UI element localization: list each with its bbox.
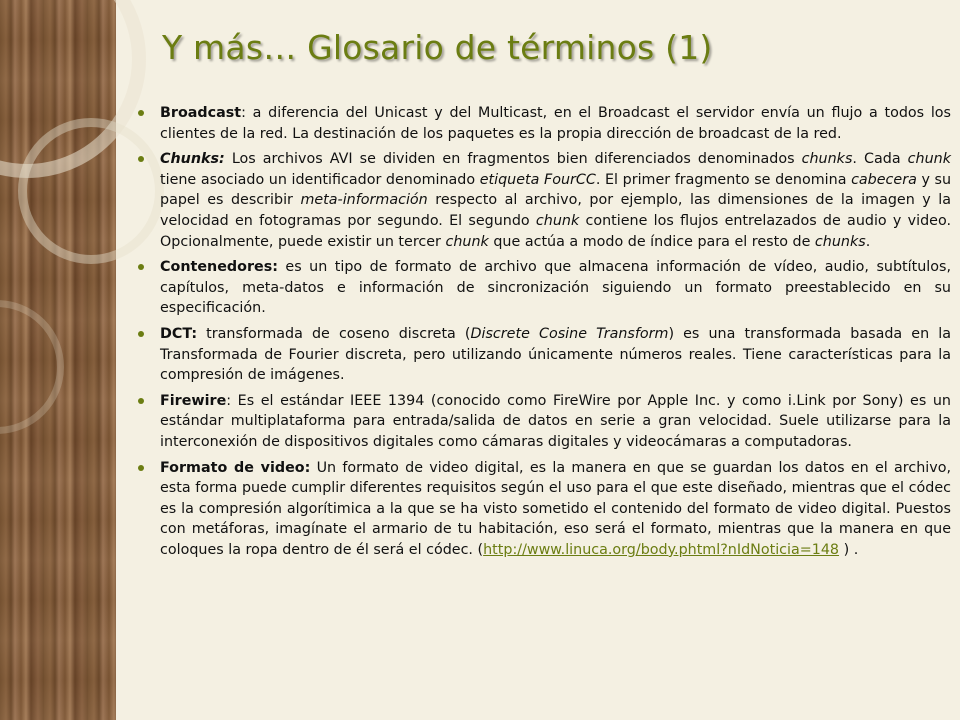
bullet-icon xyxy=(138,264,144,270)
definition-text: ) . xyxy=(839,541,859,558)
term-label: Contenedores: xyxy=(160,259,278,276)
definition-text: Un formato de video digital, es la manera en que se guardan los datos en el archivo, esta forma puede cumplir diferentes requisitos según el uso para el que este diseñado, mientras que el códec es la compresión algorítimica a la que se ha visto sometido el contenido del formato de video digital. Puestos con metáforas, imagínate el armario de tu habitación, eso será el formato, mientras que la manera en que coloques la ropa dentro de él será el códec. ( xyxy=(160,459,951,558)
decorative-ring xyxy=(0,300,64,434)
glossary-item-dct xyxy=(136,324,951,386)
definition-text: es un tipo de formato de archivo que almacena información de vídeo, audio, subtítulos, capítulos, meta-datos e información de sincronización siguiendo un formato preestablecido en su especificación. xyxy=(160,259,951,317)
definition-emphasis: chunk xyxy=(907,151,951,168)
definition-text: transformada de coseno discreta ( xyxy=(197,325,471,342)
wood-panel xyxy=(0,0,116,720)
definition-text: . Cada xyxy=(852,151,908,168)
glossary-item-chunks xyxy=(136,149,951,252)
definition-text: Los archivos AVI se dividen en fragmentos bien diferenciados denominados xyxy=(224,151,802,168)
definition-text: ) es una transformada basada en la Transformada de Fourier discreta, pero utilizando únicamente números reales. Tiene características para la compresión de imágenes. xyxy=(160,325,951,384)
definition-text: : Es el estándar IEEE 1394 (conocido como FireWire por Apple Inc. y como i.Link por Sony) es un estándar multiplataforma para entrada/salida de datos en serie a gran velocidad. Suele utilizarse para la interconexión de dispositivos digitales como cámaras digitales y videocámaras a computadoras. xyxy=(160,392,951,450)
term-label: Chunks: xyxy=(160,151,225,168)
bullet-icon xyxy=(138,398,144,404)
definition-text: que actúa a modo de índice para el resto de xyxy=(488,233,815,250)
term-label: Broadcast xyxy=(160,105,242,121)
glossary-item-broadcast xyxy=(136,103,951,144)
definition-emphasis: meta-información xyxy=(300,192,428,209)
reference-link[interactable]: http://www.linuca.org/body.phtml?nIdNoticia=148 xyxy=(483,541,840,558)
definition-text: : a diferencia del Unicast y del Multicast, en el Broadcast el servidor envía un flujo a todos los clientes de la red. La destinación de los paquetes es la propia dirección de broadcast de la red. xyxy=(160,105,951,142)
glossary-item-firewire xyxy=(136,391,951,453)
definition-emphasis: chunks xyxy=(801,151,853,168)
definition-text: respecto al archivo, por ejemplo, las dimensiones de la imagen y la velocidad en fotogramas por segundo. El segundo xyxy=(160,192,951,229)
definition-emphasis: chunk xyxy=(535,212,580,229)
definition-text: contiene los flujos entrelazados de audio y video. Opcionalmente, puede existir un tercer xyxy=(160,212,951,250)
definition-emphasis: etiqueta FourCC xyxy=(479,171,596,188)
definition-emphasis: cabecera xyxy=(851,171,917,188)
slide-title: Y más… Glosario de términos (1) xyxy=(162,28,713,67)
glossary-list xyxy=(136,103,951,565)
definition-text: tiene asociado un identificador denominado xyxy=(160,171,480,188)
bullet-icon xyxy=(138,110,144,116)
definition-emphasis: Discrete Cosine Transform xyxy=(470,325,669,342)
definition-emphasis: chunk xyxy=(445,233,489,250)
bullet-icon xyxy=(138,465,144,471)
definition-text: . El primer fragmento se denomina xyxy=(595,171,852,188)
glossary-item-formato-de-video xyxy=(136,458,951,561)
definition-text: y su papel es describir xyxy=(160,171,952,209)
bullet-icon xyxy=(138,156,144,162)
term-label: Firewire xyxy=(160,392,227,409)
term-label: Formato de video: xyxy=(160,459,311,476)
definition-emphasis: chunks xyxy=(814,233,866,250)
bullet-icon xyxy=(138,331,144,337)
glossary-item-contenedores xyxy=(136,257,951,319)
term-label: DCT: xyxy=(160,325,198,342)
definition-text: . xyxy=(865,233,871,250)
